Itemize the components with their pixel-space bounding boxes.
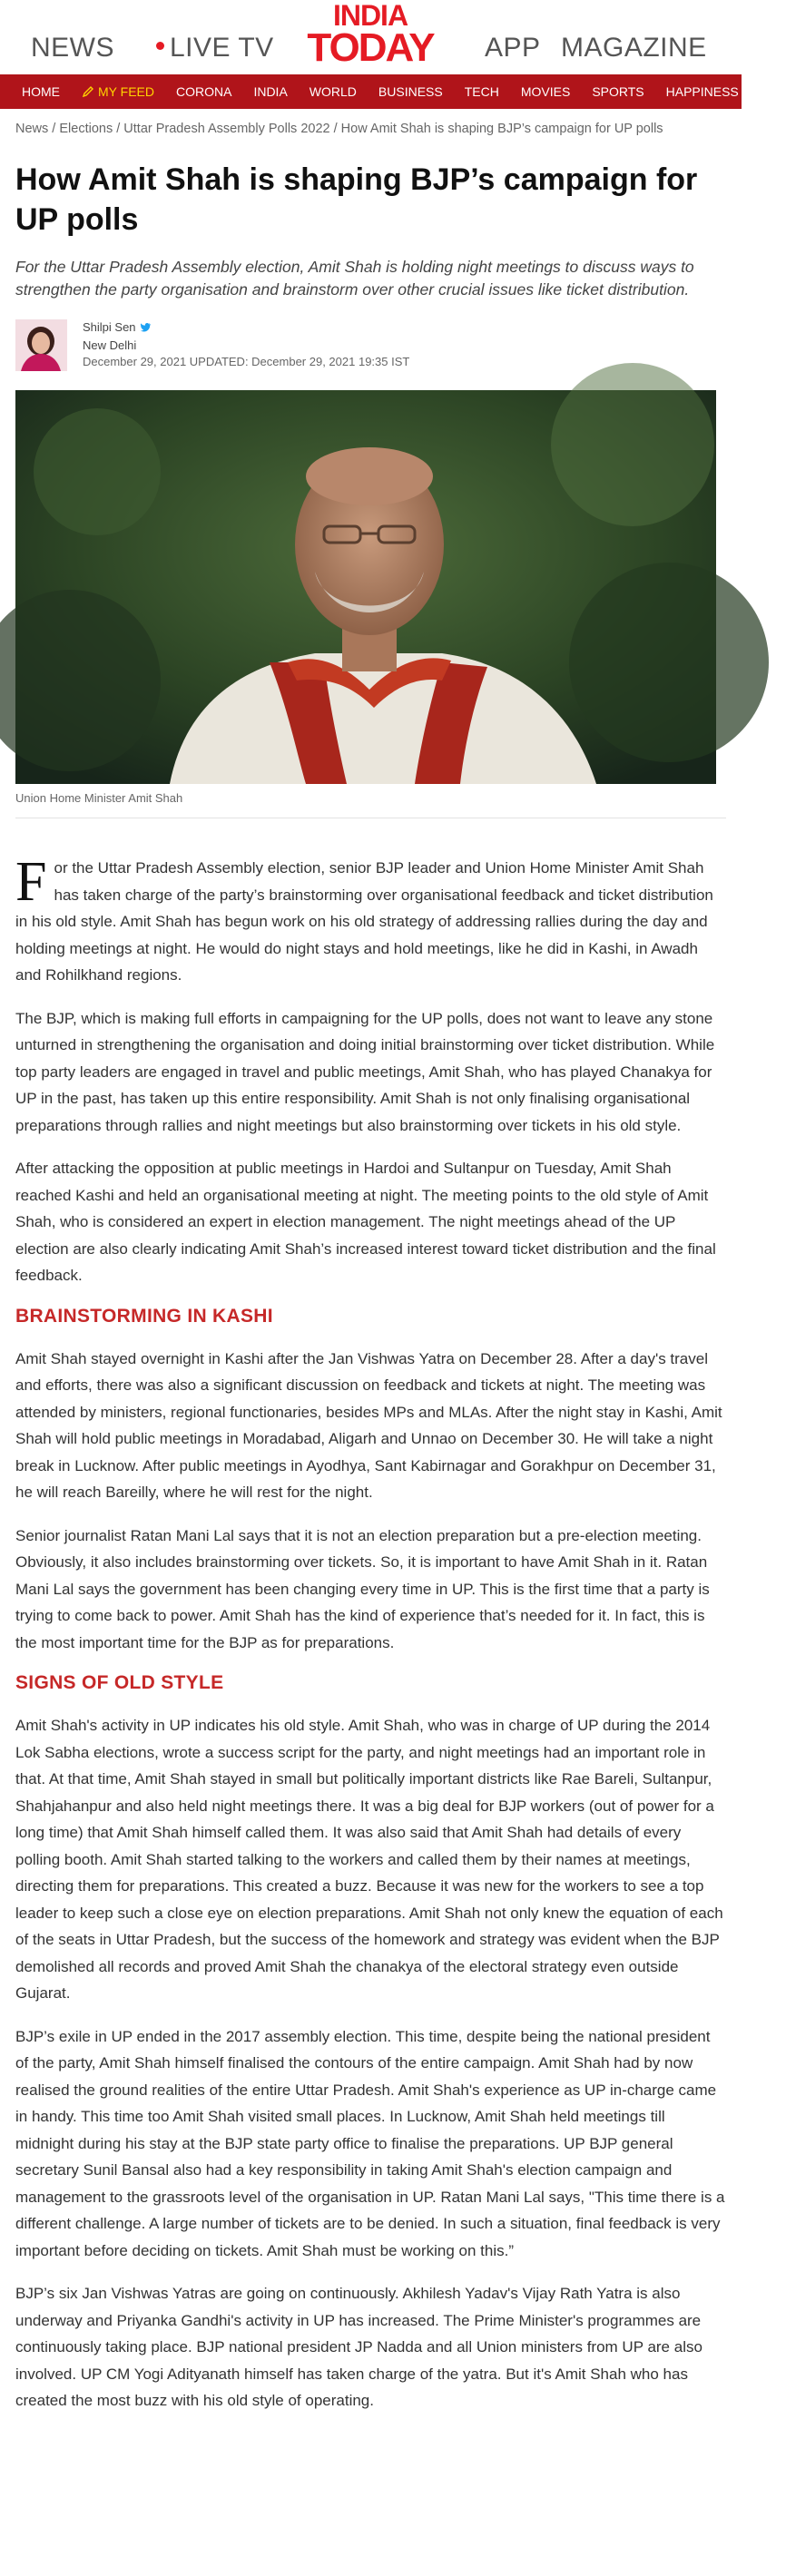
breadcrumb-current: How Amit Shah is shaping BJP’s campaign for UP polls xyxy=(340,122,663,136)
my-feed-label: MY FEED xyxy=(98,84,154,99)
hero-image xyxy=(15,390,716,784)
article-paragraph: Amit Shah's activity in UP indicates his old style. Amit Shah, who was in charge of UP during the 2014 Lok Sabha elections, wrote a success script for the party, and night meetings had an important role in that. At that time, Amit Shah stayed in small but politically important districts like Rae Bareli, Sultanpur, Shahjahanpur and also held night meetings there. It was a big deal for BJP workers (out of power for a long time) that Amit Shah himself called them. It was also said that Amit Shah had details of every polling booth. Amit Shah started talking to the workers and called them by their names at meetings, directing them for preparations. This created a buzz. Because it was new for the workers to see a top leader to keep such a close eye on election preparations. Amit Shah not only knew the equation of each of the seats in Uttar Pradesh, but the success of the homework and strategy was evident when the BJP demolished all records and proved Amit Shah the chanakya of the electoral strategy even outside Gujarat. xyxy=(15,1717,723,2002)
article-paragraph: Amit Shah stayed overnight in Kashi after the Jan Vishwas Yatra on December 28. After a day's travel and efforts, there was also a significant discussion on feedback and tickets at night. The meeting was attended by ministers, regional functionaries, besides MPs and MLAs. After the night stay in Kashi, Amit Shah will hold public meetings in Moradabad, Aligarh and Unnao on December 30. He will take a night break in Lucknow. After public meetings in Ayodhya, Sant Kabirnagar and Gorakhpur on December 31, he will reach Bareilly, where he will rest for the night. xyxy=(15,1349,722,1501)
nav-live-tv-link[interactable] xyxy=(156,33,274,64)
amit-shah-photo xyxy=(15,390,716,784)
breadcrumb-separator: / xyxy=(48,122,60,136)
breadcrumb-news[interactable]: News xyxy=(15,122,49,136)
section-heading-old-style: SIGNS OF OLD STYLE xyxy=(15,1672,224,1693)
article-body xyxy=(0,851,742,2414)
breadcrumb xyxy=(0,122,742,136)
article-paragraph: BJP’s exile in UP ended in the 2017 assembly election. This time, despite being the national president of the party, Amit Shah himself finalised the contours of the entire campaign. Amit Shah had by now realised the ground realities of the entire Uttar Pradesh. Amit Shah's experience as UP in-charge came in handy. This time too Amit Shah visited small places. In Lucknow, Amit Shah held meetings till midnight during his stay at the BJP state party office to finalise the preparations. UP BJP general secretary Sunil Bansal also had a key responsibility in taking Amit Shah's election campaign and management to the grassroots level of the organisation in UP. Ratan Mani Lal says, "This time there is a different challenge. A large number of tickets are to be denied. In such a situation, final feedback is very important before deciding on tickets. Amit Shah must be working on this.” xyxy=(15,2027,725,2259)
top-header xyxy=(0,0,742,74)
menu-item-happiness-quest[interactable]: HAPPINESS QUEST xyxy=(665,84,786,99)
twitter-icon[interactable] xyxy=(140,323,151,332)
menu-item-my-feed[interactable] xyxy=(82,84,154,99)
author-avatar-image xyxy=(15,319,67,371)
article-summary: For the Uttar Pradesh Assembly election, Amit Shah is holding night meetings to discuss ways to strengthen the party organisation and brainstorm over other crucial issues like ticket distribution. xyxy=(15,258,694,299)
live-tv-label: LIVE TV xyxy=(170,33,274,63)
article-paragraph: After attacking the opposition at public meetings in Hardoi and Sultanpur on Tuesday, Amit Shah reached Kashi and held an organisational meeting at night. The meeting points to the old style of Amit Shah, who is considered an expert in election management. The night meetings ahead of the UP election are also clearly indicating Amit Shah’s increased interest toward ticket distribution and the final feedback. xyxy=(15,1160,716,1284)
image-caption: Union Home Minister Amit Shah xyxy=(15,791,183,805)
nav-news-link[interactable]: NEWS xyxy=(31,33,114,63)
paragraph-text: or the Uttar Pradesh Assembly election, senior BJP leader and Union Home Minister Amit Shah has taken charge of the party’s brainstorming over organisational feedback and ticket distribution in his old style. Amit Shah has begun work on his old strategy of addressing rallies during the day and holding meetings at night. He would do night stays and hold meetings, like he did in Kashi, in Awadh and Rohilkhand regions. xyxy=(15,859,713,984)
author-name-label: Shilpi Sen xyxy=(83,320,136,334)
menu-item-home[interactable]: HOME xyxy=(22,84,60,99)
logo-line-1: INDIA xyxy=(332,0,408,32)
menu-item-business[interactable]: BUSINESS xyxy=(378,84,443,99)
publish-dates: December 29, 2021 UPDATED: December 29, 2021 19:35 IST xyxy=(83,355,410,368)
nav-magazine-link[interactable]: MAGAZINE xyxy=(561,33,707,63)
article-paragraph: The BJP, which is making full efforts in campaigning for the UP polls, does not want to leave any stone unturned in strengthening the organisation and doing initial brainstorming over ticket distribution. While top party leaders are engaged in travel and public meetings, Amit Shah, who has played Chanakya for UP in the past, has taken up this entire responsibility. Amit Shah is not only finalising organisational preparations through rallies and night meetings but also brainstorming over tickets in his old style. xyxy=(15,1009,715,1134)
author-name[interactable] xyxy=(83,320,151,334)
menu-item-corona[interactable]: CORONA xyxy=(175,84,232,99)
menu-item-sports[interactable]: SPORTS xyxy=(592,84,644,99)
section-menu xyxy=(0,74,786,109)
menu-item-movies[interactable]: MOVIES xyxy=(520,84,571,99)
pencil-icon xyxy=(82,85,94,98)
site-logo[interactable] xyxy=(301,0,439,71)
live-dot-icon xyxy=(156,42,164,50)
section-heading-kashi: BRAINSTORMING IN KASHI xyxy=(15,1305,273,1327)
breadcrumb-separator: / xyxy=(113,122,124,136)
breadcrumb-separator: / xyxy=(329,122,341,136)
nav-app-link[interactable]: APP xyxy=(485,33,541,63)
author-location: New Delhi xyxy=(83,338,137,352)
breadcrumb-elections[interactable]: Elections xyxy=(59,122,113,136)
article-paragraph xyxy=(15,851,726,989)
menu-item-india[interactable]: INDIA xyxy=(253,84,288,99)
author-avatar[interactable] xyxy=(15,319,67,371)
page-title: How Amit Shah is shaping BJP’s campaign for UP polls xyxy=(15,162,698,237)
breadcrumb-up-polls[interactable]: Uttar Pradesh Assembly Polls 2022 xyxy=(123,122,330,136)
menu-item-world[interactable]: WORLD xyxy=(309,84,357,99)
article-paragraph: BJP’s six Jan Vishwas Yatras are going on continuously. Akhilesh Yadav's Vijay Rath Yatra is also underway and Priyanka Gandhi's activity in UP has increased. The Prime Minister's programmes are continuously taking place. BJP national president JP Nadda and all Union ministers from UP are also involved. UP CM Yogi Adityanath himself has taken charge of the yatra. But it's Amit Shah who has created the most buzz with his old style of operating. xyxy=(15,2285,702,2409)
drop-cap: F xyxy=(15,851,47,913)
article-paragraph: Senior journalist Ratan Mani Lal says that it is not an election preparation but a pre-election meeting. Obviously, it also includes brainstorming over tickets. So, it is important to have Amit Shah in it. Ratan Mani Lal says the government has been changing every time in UP. This is the first time that a party is trying to come back to power. Amit Shah has the kind of experience that’s needed for it. In fact, this is the most important time for the BJP as for preparations. xyxy=(15,1526,710,1651)
logo-line-2: TODAY xyxy=(307,25,434,71)
menu-item-tech[interactable]: TECH xyxy=(464,84,499,99)
